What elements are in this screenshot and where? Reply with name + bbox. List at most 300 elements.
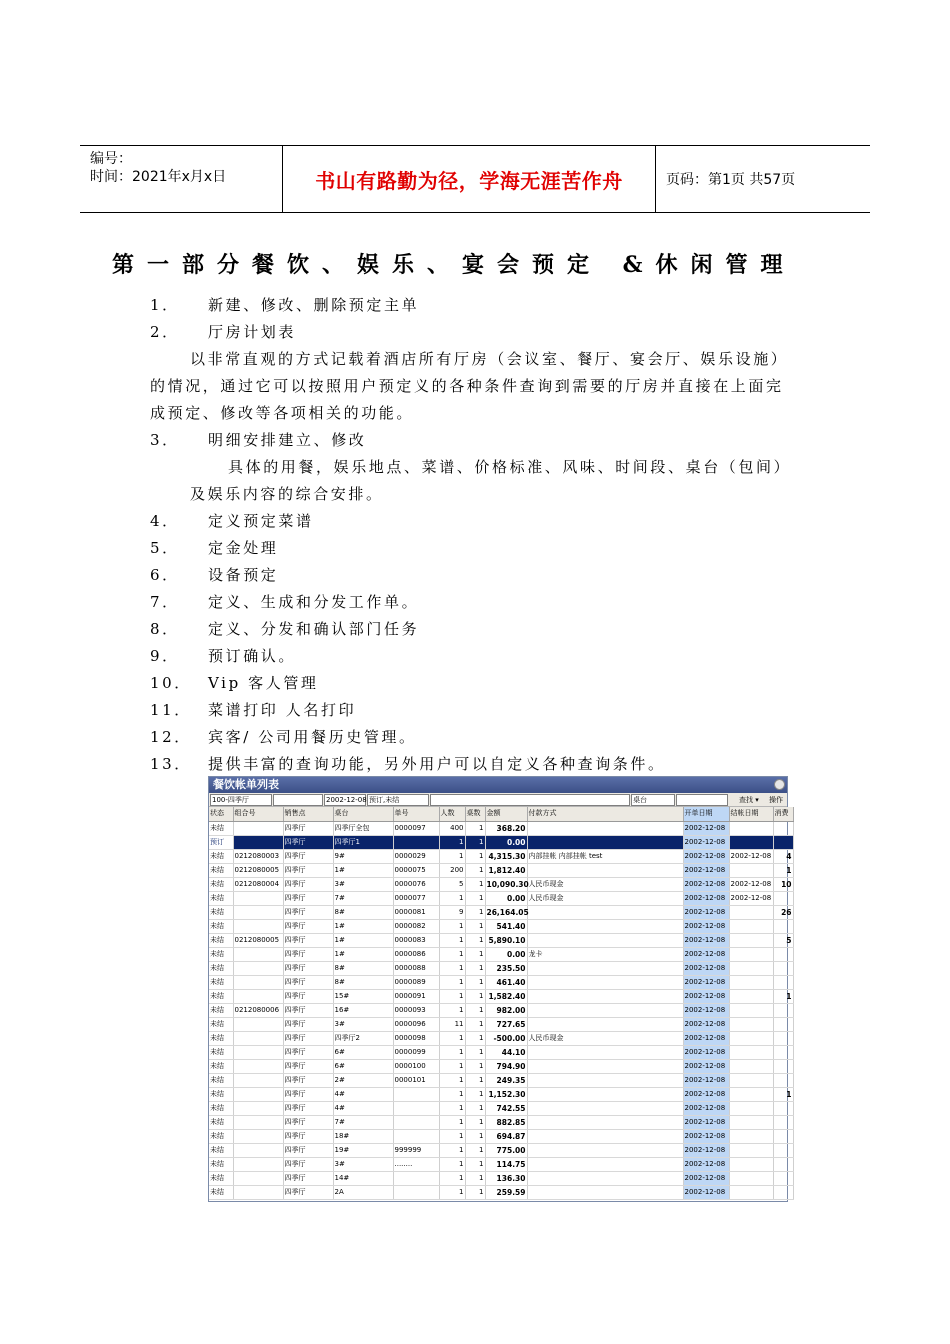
table-cell: 2002-12-08 (683, 1157, 729, 1171)
table-cell (233, 989, 283, 1003)
item-number: 1． (150, 296, 180, 314)
table-cell: 1 (439, 1045, 465, 1059)
table-cell: 0212080003 (233, 849, 283, 863)
table-cell (233, 947, 283, 961)
table-cell (233, 919, 283, 933)
table-cell (729, 1101, 773, 1115)
table-cell (729, 863, 773, 877)
table-cell: 368.20 (485, 821, 527, 835)
table-cell: 249.35 (485, 1073, 527, 1087)
table-cell: 未结 (209, 961, 233, 975)
table-cell (527, 933, 683, 947)
table-cell: 2002-12-08 (683, 961, 729, 975)
table-cell: 1 (439, 1059, 465, 1073)
table-cell: 1 (465, 877, 485, 891)
item-text: 明细安排建立、修改 (208, 431, 367, 449)
table-cell: 0000081 (393, 905, 439, 919)
code-label: 编号： (90, 151, 132, 167)
table-cell: 2002-12-08 (683, 1031, 729, 1045)
table-cell: 未结 (209, 1101, 233, 1115)
table-cell: 2002-12-08 (683, 975, 729, 989)
table-cell (233, 1017, 283, 1031)
table-cell (729, 975, 773, 989)
table-cell (527, 1143, 683, 1157)
table-cell: 1# (333, 863, 393, 877)
table-cell: 400 (439, 821, 465, 835)
table-cell: 未结 (209, 1017, 233, 1031)
table-cell: 1 (465, 961, 485, 975)
table-cell: 2002-12-08 (683, 849, 729, 863)
table-cell (527, 821, 683, 835)
table-cell (773, 1143, 793, 1157)
table-row[interactable] (209, 1045, 793, 1059)
table-cell: 1 (465, 1031, 485, 1045)
table-cell: 1 (439, 1073, 465, 1087)
table-cell: 0000096 (393, 1017, 439, 1031)
table-cell: 1 (439, 1003, 465, 1017)
table-cell (773, 1171, 793, 1185)
table-cell: 四季厅 (283, 975, 333, 989)
item-text: Vip 客人管理 (208, 674, 319, 692)
bill-table (209, 807, 794, 1200)
table-cell (233, 1031, 283, 1045)
table-cell: 2002-12-08 (683, 1003, 729, 1017)
table-cell: 2002-12-08 (683, 1143, 729, 1157)
table-cell (233, 1143, 283, 1157)
table-cell (233, 905, 283, 919)
table-cell (527, 863, 683, 877)
table-cell: 1 (465, 1101, 485, 1115)
table-cell: 0212080005 (233, 933, 283, 947)
table-cell: 四季厅全包 (333, 821, 393, 835)
table-cell: 0000076 (393, 877, 439, 891)
table-cell: 四季厅2 (333, 1031, 393, 1045)
table-cell: 未结 (209, 947, 233, 961)
table-cell: 1 (465, 1129, 485, 1143)
table-cell (773, 1185, 793, 1199)
table-cell: 1 (439, 1129, 465, 1143)
item-text: 厅房计划表 (208, 323, 297, 341)
column-header[interactable]: 桌数 (465, 807, 485, 821)
table-cell (233, 1115, 283, 1129)
table-cell: 6# (333, 1045, 393, 1059)
table-cell: 人民币现金 (527, 891, 683, 905)
table-row[interactable] (209, 1171, 793, 1185)
item-number: 4． (150, 512, 180, 530)
table-cell: 2002-12-08 (683, 1087, 729, 1101)
paragraph-line: 的情况，通过它可以按照用户预定义的各种条件查询到需要的厅房并直接在上面完 (150, 377, 784, 395)
table-row[interactable] (209, 975, 793, 989)
table-cell: 2002-12-08 (683, 1045, 729, 1059)
item-number: 6． (150, 566, 180, 584)
table-cell (527, 905, 683, 919)
table-cell: 4,315.30 (485, 849, 527, 863)
table-cell: 1 (465, 933, 485, 947)
bill-list-window (208, 776, 792, 1202)
table-cell (773, 1073, 793, 1087)
table-cell: 1 (465, 1087, 485, 1101)
column-header[interactable]: 付款方式 (527, 807, 683, 821)
table-cell (527, 1129, 683, 1143)
table-cell: 2002-12-08 (683, 947, 729, 961)
table-cell: 1 (439, 1143, 465, 1157)
table-cell: 1 (465, 863, 485, 877)
table-cell: 9# (333, 849, 393, 863)
table-cell (773, 821, 793, 835)
blank-field[interactable] (273, 794, 323, 806)
table-cell: 1 (439, 1171, 465, 1185)
item-number: 11． (150, 701, 192, 719)
table-input[interactable] (676, 794, 728, 806)
table-cell: 2002-12-08 (683, 863, 729, 877)
table-row[interactable] (209, 835, 793, 849)
table-cell: 1 (465, 1171, 485, 1185)
table-cell (729, 919, 773, 933)
table-cell: 1 (439, 919, 465, 933)
table-cell: 0000029 (393, 849, 439, 863)
table-cell (233, 891, 283, 905)
table-cell: 四季厅 (283, 1115, 333, 1129)
table-cell: 4 (773, 849, 793, 863)
table-cell: 四季厅 (283, 961, 333, 975)
table-cell (773, 961, 793, 975)
table-cell: 四季厅1 (333, 835, 393, 849)
table-cell: 未结 (209, 1003, 233, 1017)
table-cell: 四季厅 (283, 1157, 333, 1171)
table-cell: 2002-12-08 (683, 1115, 729, 1129)
table-cell: 1 (465, 1073, 485, 1087)
table-cell: 8# (333, 905, 393, 919)
outlet-select[interactable]: 100-四季厅 (210, 794, 272, 806)
table-row[interactable] (209, 1143, 793, 1157)
item-text: 定义、生成和分发工作单。 (208, 593, 420, 611)
table-cell: 1 (465, 947, 485, 961)
column-header[interactable]: 桌台 (333, 807, 393, 821)
table-cell (527, 1087, 683, 1101)
table-cell: 未结 (209, 933, 233, 947)
column-header[interactable]: 状态 (209, 807, 233, 821)
table-cell (527, 1003, 683, 1017)
table-cell: 794.90 (485, 1059, 527, 1073)
table-cell: 200 (439, 863, 465, 877)
table-cell: 1 (465, 1157, 485, 1171)
table-cell (773, 1101, 793, 1115)
table-cell: 999999 (393, 1143, 439, 1157)
table-row[interactable] (209, 1059, 793, 1073)
table-cell: 694.87 (485, 1129, 527, 1143)
table-cell: 982.00 (485, 1003, 527, 1017)
table-cell (729, 821, 773, 835)
table-cell (527, 1157, 683, 1171)
table-cell: 0000100 (393, 1059, 439, 1073)
table-row[interactable] (209, 1185, 793, 1199)
table-row[interactable] (209, 1115, 793, 1129)
table-cell (393, 1171, 439, 1185)
table-cell: 2002-12-08 (683, 1185, 729, 1199)
table-cell: 1 (465, 849, 485, 863)
table-cell: 未结 (209, 891, 233, 905)
table-cell: 四季厅 (283, 1073, 333, 1087)
table-cell: 未结 (209, 1031, 233, 1045)
dropdown-arrow-icon: ▾ (755, 796, 759, 804)
paragraph-line: 具体的用餐，娱乐地点、菜谱、价格标准、风味、时间段、桌台（包间） (228, 458, 792, 476)
table-cell (393, 835, 439, 849)
table-cell: 四季厅 (283, 835, 333, 849)
table-cell: 4# (333, 1101, 393, 1115)
table-cell: 四季厅 (283, 891, 333, 905)
table-row[interactable] (209, 905, 793, 919)
table-cell: 四季厅 (283, 877, 333, 891)
document-title: 第一部分餐饮、娱乐、宴会预定 &休闲管理 (112, 252, 796, 278)
table-row[interactable] (209, 1073, 793, 1087)
table-cell (527, 1017, 683, 1031)
window-title: 餐饮帐单列表 (213, 778, 279, 791)
column-header[interactable]: 结帐日期 (729, 807, 773, 821)
table-cell (233, 821, 283, 835)
table-cell: 四季厅 (283, 989, 333, 1003)
table-cell: 1 (439, 961, 465, 975)
table-cell: 1 (465, 1045, 485, 1059)
item-text: 定金处理 (208, 539, 279, 557)
table-cell: 259.59 (485, 1185, 527, 1199)
table-cell: 727.65 (485, 1017, 527, 1031)
table-cell: 1 (465, 1017, 485, 1031)
column-header[interactable]: 销售点 (283, 807, 333, 821)
table-cell: 14# (333, 1171, 393, 1185)
table-cell: 3# (333, 1157, 393, 1171)
header-motto: 书山有路勤为径，学海无涯苦作舟 (282, 146, 656, 212)
table-row[interactable] (209, 947, 793, 961)
table-cell (729, 835, 773, 849)
table-cell: 15# (333, 989, 393, 1003)
table-row[interactable] (209, 849, 793, 863)
table-cell (729, 1087, 773, 1101)
item-text: 菜谱打印 人名打印 (208, 701, 357, 719)
table-row[interactable] (209, 1003, 793, 1017)
table-cell: 3# (333, 877, 393, 891)
item-number: 13． (150, 755, 192, 773)
table-cell: 0212080006 (233, 1003, 283, 1017)
table-cell: 四季厅 (283, 821, 333, 835)
table-cell (729, 933, 773, 947)
table-cell: 龙卡 (527, 947, 683, 961)
table-cell: 0.00 (485, 891, 527, 905)
table-cell: 19# (333, 1143, 393, 1157)
table-cell (527, 961, 683, 975)
table-row[interactable] (209, 1087, 793, 1101)
table-row[interactable] (209, 1031, 793, 1045)
table-cell: 未结 (209, 1087, 233, 1101)
table-cell: 1 (465, 919, 485, 933)
table-cell: 四季厅 (283, 905, 333, 919)
table-cell: 1 (465, 989, 485, 1003)
table-cell: 0000083 (393, 933, 439, 947)
table-cell: 内部挂帐 内部挂帐 test (527, 849, 683, 863)
table-cell: 1 (439, 1087, 465, 1101)
table-cell: 7# (333, 1115, 393, 1129)
table-cell: 1 (465, 975, 485, 989)
table-row[interactable] (209, 919, 793, 933)
column-header[interactable]: 金额 (485, 807, 527, 821)
table-header-row (209, 807, 793, 821)
table-cell: 四季厅 (283, 863, 333, 877)
table-cell (527, 919, 683, 933)
time-label: 时间：2021年x月x日 (90, 169, 227, 185)
table-row[interactable] (209, 989, 793, 1003)
table-cell: 2002-12-08 (683, 1171, 729, 1185)
column-header[interactable]: 单号 (393, 807, 439, 821)
date-field[interactable]: 2002-12-08 (326, 796, 367, 804)
table-cell: 26 (773, 905, 793, 919)
table-cell (729, 1031, 773, 1045)
table-cell: 2A (333, 1185, 393, 1199)
table-cell: 四季厅 (283, 1059, 333, 1073)
column-header[interactable]: 人数 (439, 807, 465, 821)
table-cell (773, 1157, 793, 1171)
table-cell (393, 1129, 439, 1143)
table-cell: 四季厅 (283, 1087, 333, 1101)
item-number: 9． (150, 647, 180, 665)
table-cell (233, 1045, 283, 1059)
table-cell: 人民币现金 (527, 1031, 683, 1045)
table-row[interactable] (209, 1017, 793, 1031)
table-cell (527, 1115, 683, 1129)
table-cell: 未结 (209, 989, 233, 1003)
table-row[interactable] (209, 1157, 793, 1171)
table-cell: 2002-12-08 (683, 891, 729, 905)
table-cell: 235.50 (485, 961, 527, 975)
column-header[interactable]: 开单日期 (683, 807, 729, 821)
table-row[interactable] (209, 1101, 793, 1115)
table-cell: 未结 (209, 849, 233, 863)
table-cell (393, 1185, 439, 1199)
table-cell (233, 1059, 283, 1073)
table-cell: 2002-12-08 (683, 1129, 729, 1143)
table-cell: 4# (333, 1087, 393, 1101)
table-cell: 0000089 (393, 975, 439, 989)
table-cell: 1 (439, 891, 465, 905)
table-row[interactable] (209, 933, 793, 947)
table-cell: 1 (439, 1115, 465, 1129)
table-cell: 0000099 (393, 1045, 439, 1059)
table-cell: 1 (439, 975, 465, 989)
table-cell: 1 (465, 1003, 485, 1017)
table-cell: 5 (439, 877, 465, 891)
window-title-bar (209, 777, 787, 793)
table-cell (233, 1185, 283, 1199)
table-cell (729, 1017, 773, 1031)
column-header[interactable]: 组合号 (233, 807, 283, 821)
table-cell: 2002-12-08 (683, 821, 729, 835)
item-number: 3． (150, 431, 180, 449)
item-number: 7． (150, 593, 180, 611)
search-label: 查找 (739, 796, 753, 804)
table-cell: 四季厅 (283, 1101, 333, 1115)
item-text: 定义、分发和确认部门任务 (208, 620, 420, 638)
table-cell: 0.00 (485, 835, 527, 849)
table-cell (773, 1059, 793, 1073)
table-row[interactable] (209, 891, 793, 905)
table-row[interactable] (209, 821, 793, 835)
table-cell: 1 (439, 947, 465, 961)
table-cell: 5,890.10 (485, 933, 527, 947)
table-cell (773, 1031, 793, 1045)
table-cell: 四季厅 (283, 1045, 333, 1059)
keyword-field[interactable] (430, 794, 630, 806)
search-button[interactable] (739, 794, 759, 806)
table-cell: 未结 (209, 821, 233, 835)
column-header[interactable]: 消费 (773, 807, 793, 821)
table-cell: 未结 (209, 877, 233, 891)
table-cell (527, 975, 683, 989)
table-cell: 1# (333, 919, 393, 933)
table-cell (729, 1171, 773, 1185)
table-cell: 2002-12-08 (729, 891, 773, 905)
table-cell (527, 1101, 683, 1115)
status-field[interactable]: 预订,未结 (367, 794, 429, 806)
paragraph-line: 以非常直观的方式记载着酒店所有厅房（会议室、餐厅、宴会厅、娱乐设施） (190, 350, 789, 368)
table-cell: 1 (439, 1185, 465, 1199)
table-row[interactable] (209, 961, 793, 975)
item-number: 8． (150, 620, 180, 638)
table-cell: 0.00 (485, 947, 527, 961)
table-cell: 26,164.05 (485, 905, 527, 919)
table-cell: 未结 (209, 1059, 233, 1073)
table-cell: 2002-12-08 (683, 919, 729, 933)
table-cell (773, 975, 793, 989)
table-cell: 2002-12-08 (683, 1059, 729, 1073)
table-cell: 742.55 (485, 1101, 527, 1115)
table-cell: 1# (333, 933, 393, 947)
item-text: 宾客/ 公司用餐历史管理。 (208, 728, 417, 746)
table-cell: 四季厅 (283, 933, 333, 947)
table-cell: 四季厅 (283, 919, 333, 933)
table-cell: 882.85 (485, 1115, 527, 1129)
table-cell: 1,152.30 (485, 1087, 527, 1101)
table-cell: 四季厅 (283, 947, 333, 961)
table-row[interactable] (209, 877, 793, 891)
table-cell (773, 1003, 793, 1017)
document-header (80, 145, 870, 213)
item-text: 预订确认。 (208, 647, 297, 665)
table-cell: 16# (333, 1003, 393, 1017)
table-cell: 2002-12-08 (683, 1073, 729, 1087)
table-cell (527, 1059, 683, 1073)
table-cell: 8# (333, 961, 393, 975)
table-cell (393, 1087, 439, 1101)
close-icon[interactable] (774, 779, 785, 790)
table-cell: 8# (333, 975, 393, 989)
table-cell: 10,090.30 (485, 877, 527, 891)
table-cell: 未结 (209, 905, 233, 919)
table-cell: 未结 (209, 1045, 233, 1059)
table-cell (773, 835, 793, 849)
table-cell: 18# (333, 1129, 393, 1143)
action-button[interactable]: 操作 (769, 796, 783, 804)
table-cell: 1 (465, 1059, 485, 1073)
table-row[interactable] (209, 1129, 793, 1143)
table-cell: 1 (773, 1087, 793, 1101)
table-cell: 0000101 (393, 1073, 439, 1087)
table-cell (527, 1171, 683, 1185)
table-row[interactable] (209, 863, 793, 877)
table-cell: ........ (393, 1157, 439, 1171)
table-cell (233, 961, 283, 975)
table-cell (773, 1129, 793, 1143)
table-cell: 1 (465, 835, 485, 849)
header-page-label: 页码：第1页 共57页 (666, 172, 796, 188)
table-cell (393, 1115, 439, 1129)
